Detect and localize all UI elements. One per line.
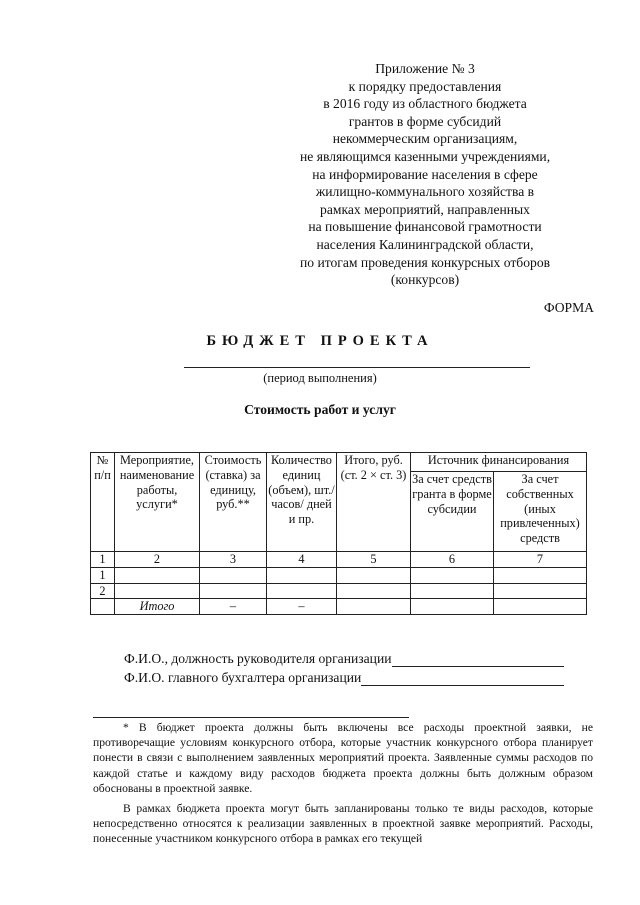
column-number: 7 — [494, 552, 587, 568]
footnote-separator — [93, 717, 409, 718]
table-cell — [267, 567, 337, 583]
table-cell — [115, 567, 200, 583]
header-cost: Стоимость (ставка) за единицу, руб.** — [200, 453, 267, 552]
table-cell — [200, 583, 267, 599]
total-label: Итого — [115, 599, 200, 615]
table-cell — [494, 567, 587, 583]
appendix-line: по итогам проведения конкурсных отборов — [300, 254, 551, 270]
accountant-signature — [124, 670, 564, 686]
document-title: БЮДЖЕТ ПРОЕКТА — [206, 333, 434, 349]
head-signature-label: Ф.И.О., должность руководителя организации — [124, 651, 392, 666]
table-cell — [337, 599, 411, 615]
total-cost-dash: – — [200, 599, 267, 615]
header-source-own: За счет собственных (иных привлеченных) средств — [494, 472, 587, 552]
appendix-line: жилищно-коммунального хозяйства в — [315, 184, 535, 200]
head-signature-line[interactable] — [392, 652, 564, 667]
appendix-line: Приложение № 3 — [375, 61, 475, 76]
table-row — [91, 583, 587, 599]
table-cell — [411, 583, 494, 599]
table-cell: 2 — [91, 583, 115, 599]
table-cell — [267, 583, 337, 599]
column-number: 4 — [267, 552, 337, 568]
header-quantity: Количество единиц (объем), шт./часов/ дней и пр. — [267, 453, 337, 552]
column-number: 2 — [115, 552, 200, 568]
table-cell — [337, 583, 411, 599]
head-signature — [124, 651, 564, 667]
table-cell — [115, 583, 200, 599]
appendix-line: к порядку предоставления — [348, 78, 502, 94]
table-header-row — [91, 453, 587, 472]
table-cell — [494, 583, 587, 599]
total-quantity-dash: – — [267, 599, 337, 615]
table-cell — [91, 599, 115, 615]
column-number: 1 — [91, 552, 115, 568]
appendix-line: (конкурсов) — [390, 272, 460, 288]
period-caption: (период выполнения) — [263, 371, 377, 385]
header-num: № п/п — [91, 453, 115, 552]
appendix-line: грантов в форме субсидий — [348, 113, 502, 129]
header-total: Итого, руб. (ст. 2 × ст. 3) — [337, 453, 411, 552]
table-cell: 1 — [91, 567, 115, 583]
header-source-grant: За счет средств гранта в форме субсидии — [411, 472, 494, 552]
appendix-line: на повышение финансовой грамотности — [308, 219, 542, 235]
period-fill-line — [184, 367, 530, 368]
table-row — [91, 567, 587, 583]
column-number-row — [91, 552, 587, 568]
appendix-line: населения Калининградской области, — [316, 236, 534, 252]
column-number: 5 — [337, 552, 411, 568]
appendix-line: некоммерческим организациям, — [332, 131, 518, 147]
header-funding-source: Источник финансирования — [411, 453, 587, 472]
column-number: 6 — [411, 552, 494, 568]
header-activity: Мероприятие, наименование работы, услуги* — [115, 453, 200, 552]
total-row — [91, 599, 587, 615]
appendix-line: не являющимся казенными учреждениями, — [300, 148, 551, 164]
table-cell — [494, 599, 587, 615]
table-cell — [337, 567, 411, 583]
budget-table — [90, 452, 587, 615]
column-number: 3 — [200, 552, 267, 568]
footnotes — [93, 720, 593, 852]
table-cell — [411, 567, 494, 583]
accountant-signature-line[interactable] — [361, 671, 564, 686]
form-label: ФОРМА — [543, 300, 594, 315]
appendix-line: рамках мероприятий, направленных — [320, 201, 530, 217]
accountant-signature-label: Ф.И.О. главного бухгалтера организации — [124, 670, 362, 685]
table-cell — [411, 599, 494, 615]
section-subtitle: Стоимость работ и услуг — [244, 402, 396, 417]
footnote-paragraph: * В бюджет проекта должны быть включены все расходы проектной заявки, не противоречащие условиям конкурсного отбора, которые участник конкурсного отбора планирует понести в связи с выполнением заявленных мероприятий проекта. Заявленные суммы расходов по каждой статье и каждому виду расходов бюджета проекта должны быть должным образом обоснованы в проектной заявке. — [93, 721, 593, 795]
appendix-header — [300, 60, 550, 289]
appendix-line: на информирование населения в сфере — [312, 166, 538, 182]
appendix-line: в 2016 году из областного бюджета — [323, 96, 527, 112]
footnote-paragraph: В рамках бюджета проекта могут быть запланированы только те виды расходов, которые непосредственно относятся к реализации заявленных в проектной заявке мероприятий. Расходы, понесенные участником конкурсного отбора в рамках его текущей — [93, 802, 593, 846]
table-cell — [200, 567, 267, 583]
